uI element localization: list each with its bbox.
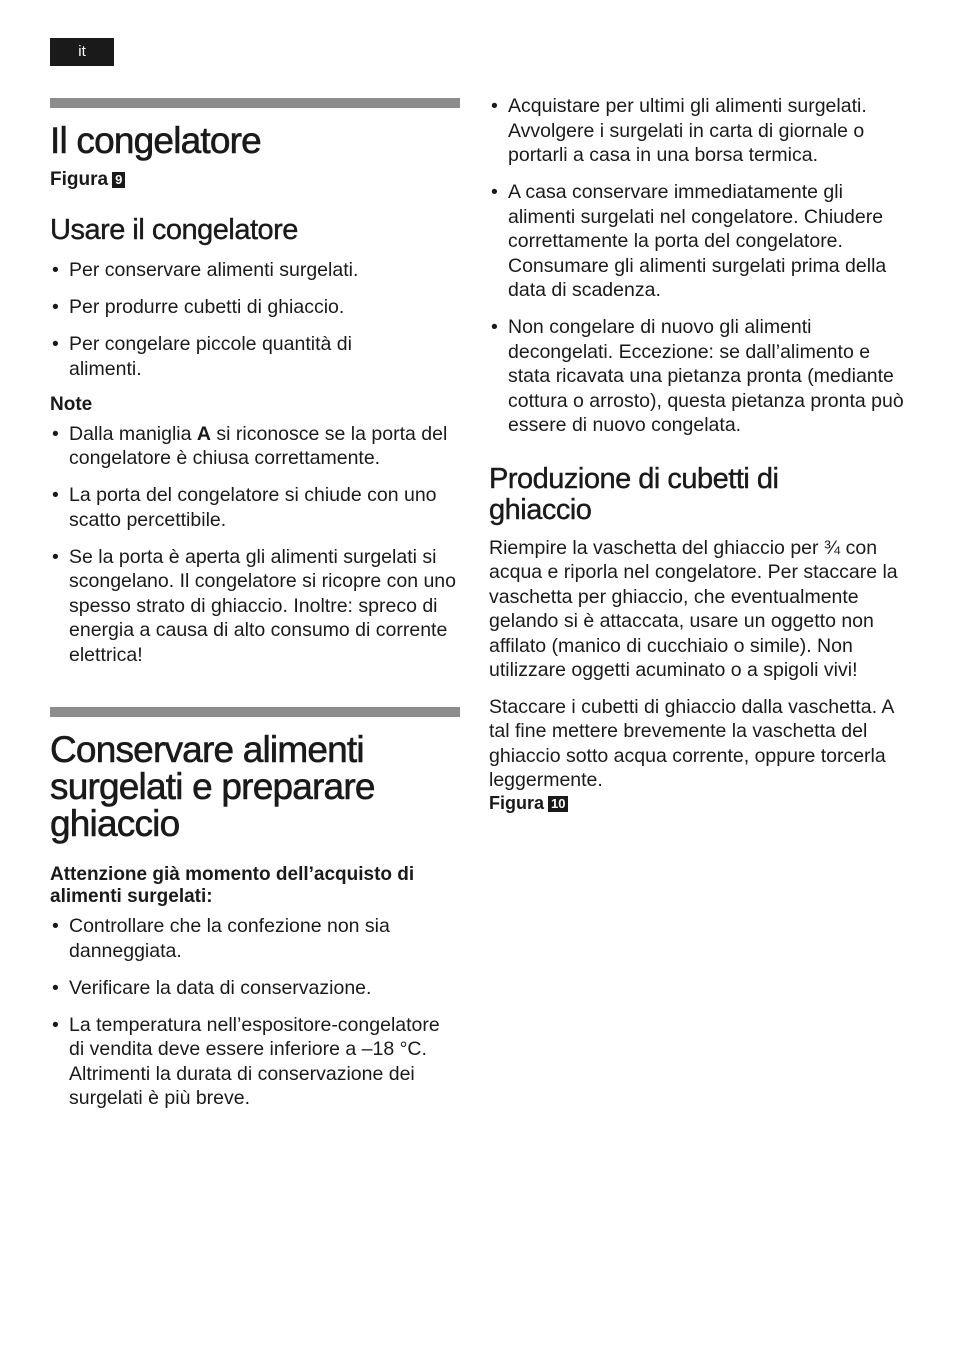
handle-label: A	[196, 422, 211, 445]
list-item: • Non congelare di nuovo gli alimenti decongelati. Eccezione: se dall’alimento e stata ricavata una pietanza pronta (mediante cottura o arrosto), questa pietanza pronta può essere di nuovo congelata.	[489, 315, 904, 438]
language-tab: it	[50, 38, 114, 66]
list-item: • Se la porta è aperta gli alimenti surgelati si scongelano. Il congelatore si ricopre con uno spesso strato di ghiaccio. Inoltre: spreco di energia a causa di alto consumo di corrente elettrica!	[50, 545, 460, 668]
list-item: • Per congelare piccole quantità di alimenti.	[50, 332, 460, 381]
right-column	[489, 94, 904, 814]
attention-heading: Attenzione già momento dell’acquisto di alimenti surgelati:	[50, 864, 415, 907]
section-divider	[50, 98, 460, 108]
section-divider	[50, 707, 460, 717]
note-text: si riconosce se la porta del congelatore è chiusa correttamente.	[69, 422, 448, 469]
subsection-title-ice-cubes: Produzione di cubetti di ghiaccio	[489, 462, 779, 526]
list-item: • La porta del congelatore si chiude con uno scatto percettibile.	[50, 483, 460, 532]
ice-paragraph-1: Riempire la vaschetta del ghiaccio per ¾ con acqua e riporla nel congelatore. Per staccare la vaschetta per ghiaccio, che eventualmente gelando si è attaccata, usare un oggetto non affilato (manico di cucchiaio o simile). Non utilizzare oggetti acuminato o a spigoli vivi!	[489, 536, 898, 681]
note-heading: Note	[50, 393, 93, 415]
storage-list	[489, 94, 904, 438]
list-item: • Per produrre cubetti di ghiaccio.	[50, 295, 460, 320]
list-item: • La temperatura nell’espositore-congelatore di vendita deve essere inferiore a –18 °C. Altrimenti la durata di conservazione dei surgelati è più breve.	[50, 1013, 460, 1111]
figure-number-badge: 10	[548, 796, 568, 812]
list-item: • Verificare la data di conservazione.	[50, 976, 460, 1001]
purchase-list	[50, 914, 460, 1111]
left-column	[50, 98, 460, 1123]
subsection-title-use-freezer: Usare il congelatore	[50, 214, 298, 246]
figure-label: Figura	[50, 169, 109, 190]
figure-reference	[489, 793, 904, 814]
figure-label: Figura	[489, 792, 545, 813]
figure-reference	[50, 169, 460, 191]
list-item: • Acquistare per ultimi gli alimenti surgelati. Avvolgere i surgelati in carta di giornale o portarli a casa in una borsa termica.	[489, 94, 904, 168]
list-item: • A casa conservare immediatamente gli alimenti surgelati nel congelatore. Chiudere correttamente la porta del congelatore. Consumare gli alimenti surgelati prima della data di scadenza.	[489, 180, 904, 303]
section-title-freezer: Il congelatore	[50, 120, 261, 161]
list-item: • Per conservare alimenti surgelati.	[50, 258, 460, 283]
ice-paragraph-2: Staccare i cubetti di ghiaccio dalla vaschetta. A tal fine mettere brevemente la vaschetta del ghiaccio sotto acqua corrente, oppure torcerla leggermente.	[489, 695, 894, 791]
list-item: • Controllare che la confezione non sia danneggiata.	[50, 914, 460, 963]
notes-list	[50, 422, 460, 668]
figure-number-badge: 9	[112, 172, 125, 188]
uses-list	[50, 258, 460, 381]
note-text: Dalla maniglia	[69, 422, 197, 445]
section-title-store-frozen: Conservare alimenti surgelati e preparare ghiaccio	[50, 729, 375, 844]
list-item	[50, 422, 460, 471]
